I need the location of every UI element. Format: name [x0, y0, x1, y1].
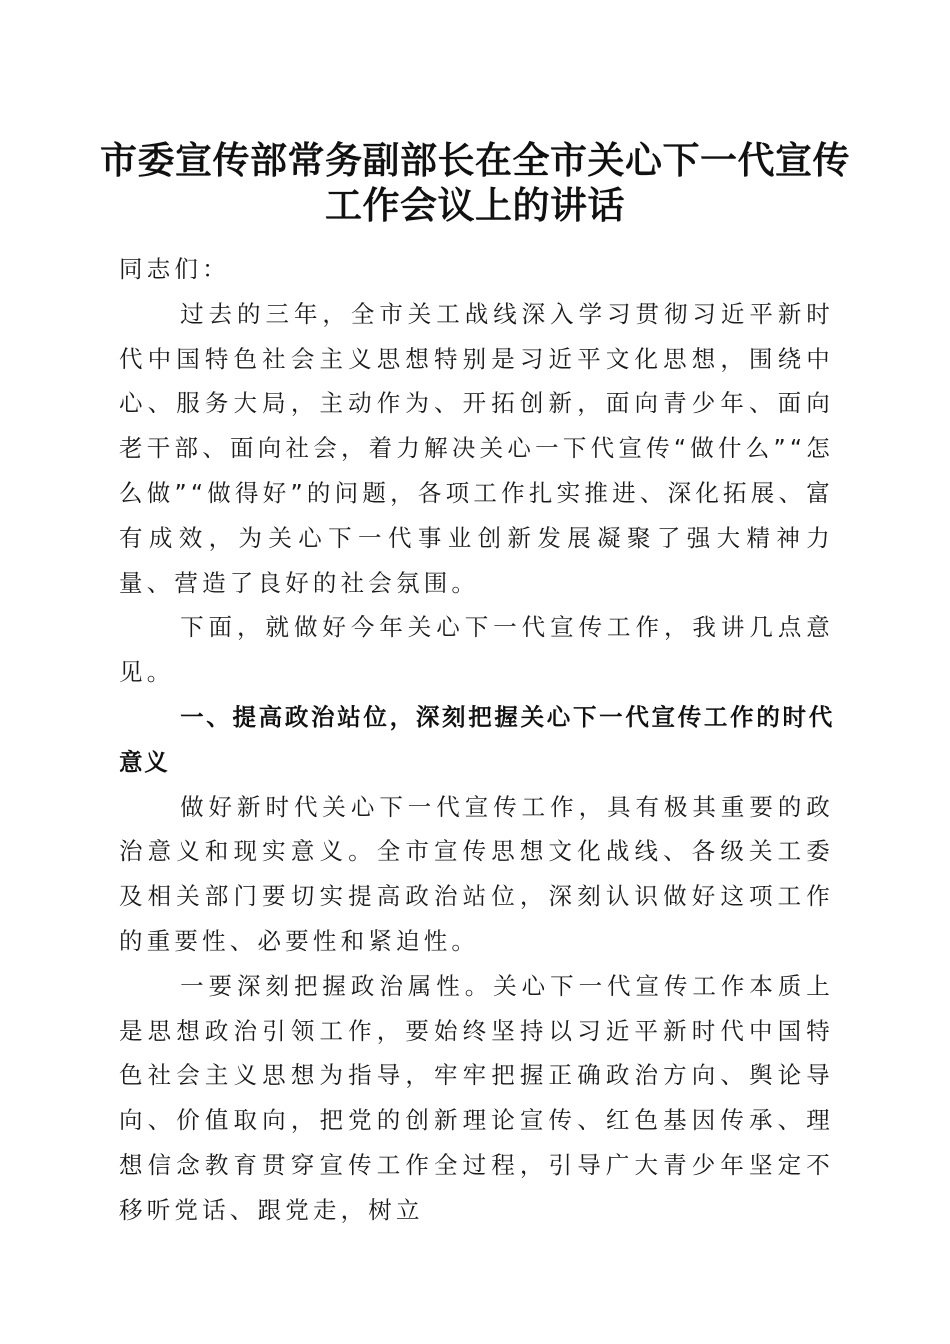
salutation: 同志们：	[119, 255, 230, 283]
section-heading-1: 一、提高政治站位，深刻把握关心下一代宣传工作的时代意义	[119, 702, 834, 776]
section1-paragraph-2: 一要深刻把握政治属性。关心下一代宣传工作本质上是思想政治引领工作，要始终坚持以习近平新时代中国特色社会主义思想为指导，牢牢把握正确政治方向、舆论导向、价值取向，把党的创新理论宣传、红色基因传承、理想信念教育贯穿宣传工作全过程，引导广大青少年坚定不移听党话、跟党走，树立	[119, 971, 834, 1224]
paragraph-intro: 过去的三年，全市关工战线深入学习贯彻习近平新时代中国特色社会主义思想特别是习近平文化思想，围绕中心、服务大局，主动作为、开拓创新，面向青少年、面向老干部、面向社会，着力解决关心一下代宣传“做什么”“怎么做”“做得好”的问题，各项工作扎实推进、深化拓展、富有成效，为关心下一代事业创新发展凝聚了强大精神力量、营造了良好的社会氛围。	[119, 299, 834, 597]
document-title-line-2: 工作会议上的讲话	[325, 183, 625, 227]
paragraph-transition: 下面，就做好今年关心下一代宣传工作，我讲几点意见。	[119, 613, 834, 687]
document-title-line-1: 市委宣传部常务副部长在全市关心下一代宣传	[100, 138, 850, 182]
section1-paragraph-1: 做好新时代关心下一代宣传工作，具有极其重要的政治意义和现实意义。全市宣传思想文化战线、各级关工委及相关部门要切实提高政治站位，深刻认识做好这项工作的重要性、必要性和紧迫性。	[119, 792, 834, 955]
document-body	[119, 247, 834, 1233]
